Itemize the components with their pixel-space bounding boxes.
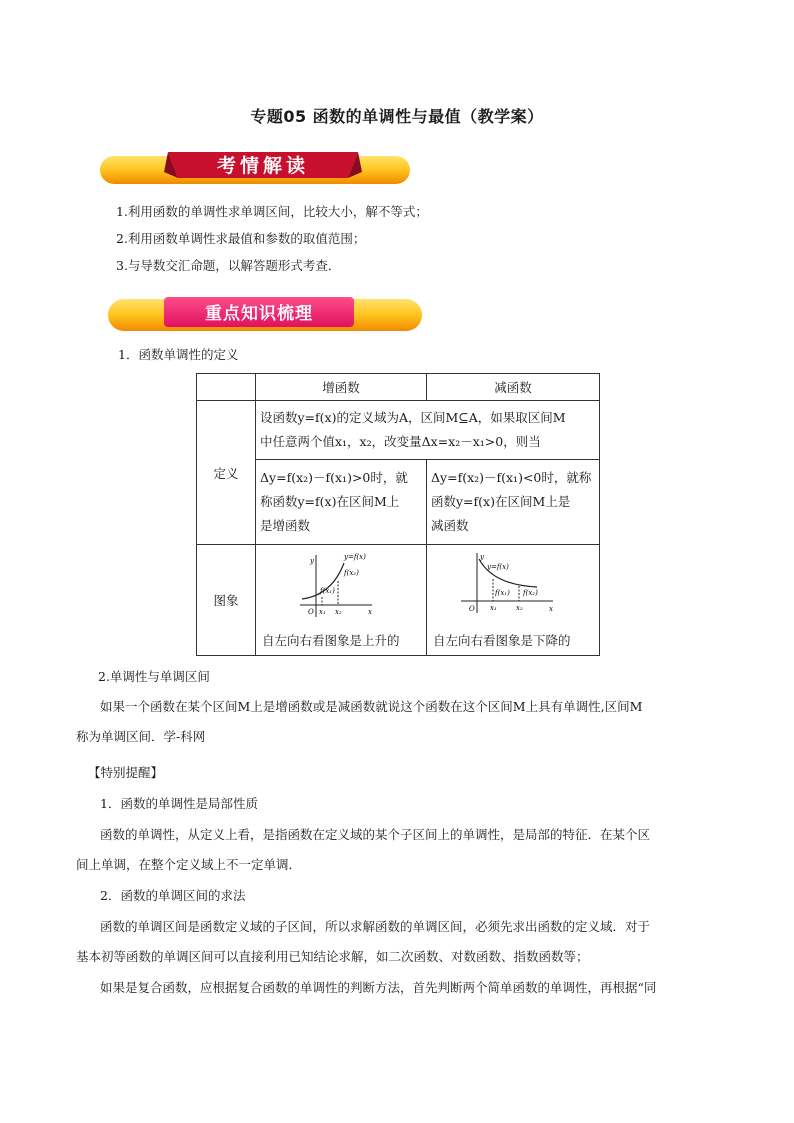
definition-decreasing-line-2: 函数y=f(x)在区间M上是: [431, 494, 571, 509]
table-head-increasing: 增函数: [256, 374, 427, 401]
section-2-para-line-2: 称为单调区间．学-科网: [76, 729, 206, 744]
graph-dec-fx2-label: f(x₂): [523, 589, 538, 597]
graph-dec-x2-label: x₂: [516, 604, 523, 612]
definition-increasing-cell: [256, 460, 427, 545]
graph-dec-y-label: y: [480, 553, 484, 561]
graph-inc-x2-label: x₂: [335, 608, 342, 616]
row-label-definition: 定义: [197, 401, 256, 545]
graph-increasing-cell: [256, 545, 427, 656]
decreasing-function-graph: [457, 551, 557, 619]
increasing-function-graph: [296, 551, 376, 619]
point-1-heading: 1．函数的单调性是局部性质: [100, 796, 258, 811]
definition-common-line-2: 中任意两个值x₁，x₂，改变量Δx=x₂－x₁>0，则当: [260, 434, 541, 449]
exam-point-3: 3.与导数交汇命题，以解答题形式考查．: [116, 258, 341, 273]
graph-dec-fx1-label: f(x₁): [495, 589, 510, 597]
graph-dec-curve-label: y=f(x): [487, 563, 509, 571]
graph-inc-fx2-label: f(x₂): [344, 569, 359, 577]
banner-key-knowledge-text: 重点知识梳理: [205, 303, 313, 324]
point-2-para-line-3: 如果是复合函数，应根据复合函数的单调性的判断方法，首先判断两个简单函数的单调性，再根据“同: [100, 980, 657, 995]
graph-dec-x1-label: x₁: [490, 604, 497, 612]
page-title: 专题05 函数的单调性与最值（教学案）: [250, 107, 544, 126]
point-1-para-line-1: 函数的单调性，从定义上看，是指函数在定义域的某个子区间上的单调性，是局部的特征．在某个区: [100, 827, 651, 842]
graph-inc-y-label: y: [310, 557, 314, 565]
definition-increasing-line-3: 是增函数: [260, 518, 311, 533]
section-2-para-line-1: 如果一个函数在某个区间M上是增函数或是减函数就说这个函数在这个区间M上具有单调性,区间M: [100, 699, 643, 714]
section-2-heading: 2.单调性与单调区间: [98, 669, 210, 684]
point-1-para-line-2: 间上单调，在整个定义域上不一定单调．: [76, 857, 302, 872]
definition-decreasing-line-1: Δy=f(x₂)－f(x₁)<0时，就称: [431, 470, 592, 485]
banner-exam-analysis: [98, 150, 414, 188]
table-corner-cell: [197, 374, 256, 401]
graph-inc-curve-label: y=f(x): [344, 553, 366, 561]
table-head-decreasing: 减函数: [427, 374, 600, 401]
monotonicity-definition-table: [196, 373, 600, 656]
banner-key-knowledge: [106, 295, 426, 335]
banner-exam-analysis-text: 考情解读: [216, 154, 309, 177]
exam-point-2: 2.利用函数单调性求最值和参数的取值范围；: [116, 231, 366, 246]
graph-inc-origin-label: O: [308, 608, 314, 616]
graph-decreasing-cell: [427, 545, 600, 656]
definition-increasing-line-2: 称函数y=f(x)在区间M上: [260, 494, 400, 509]
point-2-para-line-1: 函数的单调区间是函数定义域的子区间，所以求解函数的单调区间，必须先求出函数的定义域．对于: [100, 919, 651, 934]
definition-decreasing-line-3: 减函数: [431, 518, 469, 533]
graph-decreasing-caption: 自左向右看图象是下降的: [433, 633, 571, 648]
special-reminder-heading: 【特别提醒】: [88, 765, 164, 780]
graph-dec-origin-label: O: [469, 605, 475, 613]
section-1-heading: 1．函数单调性的定义: [118, 347, 239, 362]
definition-common-line-1: 设函数y=f(x)的定义域为A，区间M⊆A，如果取区间M: [260, 410, 566, 425]
graph-inc-fx1-label: f(x₁): [320, 587, 335, 595]
graph-inc-x1-label: x₁: [319, 608, 326, 616]
graph-inc-x-label: x: [368, 608, 372, 616]
definition-decreasing-cell: [427, 460, 600, 545]
point-2-para-line-2: 基本初等函数的单调区间可以直接利用已知结论求解，如二次函数、对数函数、指数函数等；: [76, 949, 589, 964]
graph-dec-x-label: x: [549, 605, 553, 613]
row-label-graph: 图象: [197, 545, 256, 656]
point-2-heading: 2．函数的单调区间的求法: [100, 888, 246, 903]
definition-increasing-line-1: Δy=f(x₂)－f(x₁)>0时，就: [260, 470, 408, 485]
definition-common-cell: [256, 401, 600, 460]
graph-increasing-caption: 自左向右看图象是上升的: [262, 633, 400, 648]
exam-point-1: 1.利用函数的单调性求单调区间，比较大小，解不等式；: [116, 204, 428, 219]
